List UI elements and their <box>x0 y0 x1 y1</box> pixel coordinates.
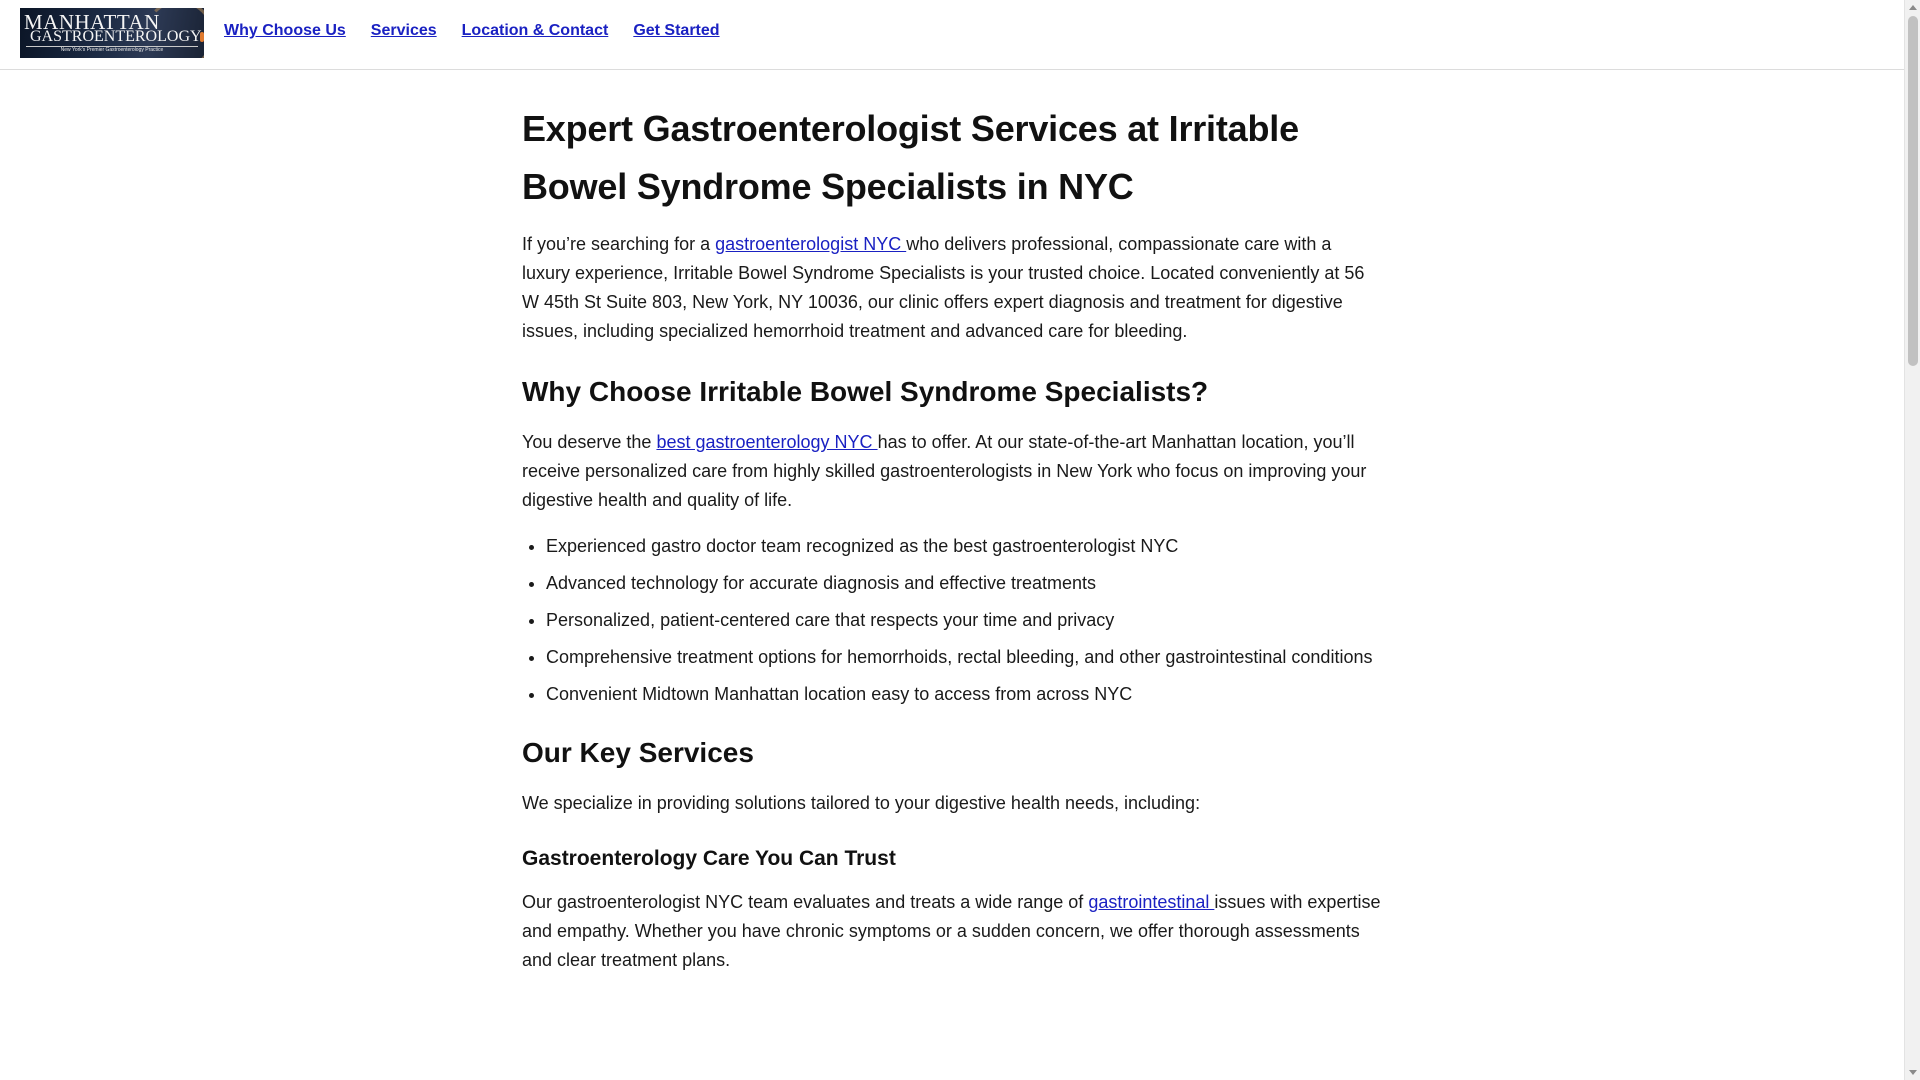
best-gastroenterology-link[interactable]: best gastroenterology NYC <box>656 432 878 452</box>
site-header <box>0 0 1904 70</box>
list-item: • Experienced gastro doctor team recognized as the best gastroenterologist NYC <box>546 534 1384 559</box>
main-nav <box>224 22 745 40</box>
list-item: • Advanced technology for accurate diagnosis and effective treatments <box>546 571 1384 596</box>
intro-text-before: If you’re searching for a <box>522 234 716 254</box>
nav-get-started[interactable]: Get Started <box>633 22 720 39</box>
care-paragraph <box>522 888 1384 975</box>
scrollbar-thumb[interactable] <box>1908 16 1918 366</box>
nav-location-contact[interactable]: Location & Contact <box>461 22 609 39</box>
gastroenterologist-nyc-link[interactable]: gastroenterologist NYC <box>715 234 907 254</box>
care-trust-heading: Gastroenterology Care You Can Trust <box>522 847 896 870</box>
intro-text-after: who delivers professional, compassionate care with a luxury experience, Irritable Bowel Syndrome Specialists is your trusted choice. Located conveniently at 56 W 45th St Suite 803, New York, NY 10036, our clinic offers expert diagnosis and treatment for digestive issues, including specialized hemorrhoid treatment and advanced care for bleeding. <box>522 234 1365 341</box>
logo-line2: GASTROENTEROLOGY <box>30 28 202 45</box>
main-content <box>522 70 1384 975</box>
why-benefits-list <box>522 534 1384 707</box>
intro-paragraph <box>522 230 1384 346</box>
why-text-after: has to offer. At our state-of-the-art Manhattan location, you’ll receive personalized care from highly skilled gastroenterologists in New York who focus on improving your digestive health and quality of life. <box>522 432 1367 510</box>
services-intro: We specialize in providing solutions tailored to your digestive health needs, including: <box>522 793 1201 813</box>
list-item: • Personalized, patient-centered care that respects your time and privacy <box>546 608 1384 633</box>
site-logo[interactable] <box>20 8 204 58</box>
vertical-scrollbar[interactable] <box>1904 0 1920 1080</box>
logo-line1: MANHATTAN <box>24 10 160 34</box>
key-services-heading: Our Key Services <box>522 737 754 768</box>
why-text-before: You deserve the <box>522 432 657 452</box>
list-item: • Convenient Midtown Manhattan location easy to access from across NYC <box>546 682 1384 707</box>
care-text-after: issues with expertise and empathy. Whether you have chronic symptoms or a sudden concern, we offer thorough assessments and clear treatment plans. <box>522 892 1381 970</box>
care-text-before: Our gastroenterologist NYC team evaluates and treats a wide range of <box>522 892 1089 912</box>
why-choose-heading: Why Choose Irritable Bowel Syndrome Specialists? <box>522 376 1209 407</box>
list-item: • Comprehensive treatment options for hemorrhoids, rectal bleeding, and other gastrointestinal conditions <box>546 645 1384 670</box>
why-paragraph <box>522 428 1384 515</box>
gastrointestinal-link[interactable]: gastrointestinal <box>1088 892 1215 912</box>
nav-services[interactable]: Services <box>370 22 437 39</box>
scroll-up-arrow-icon[interactable] <box>1909 5 1917 10</box>
nav-why-choose-us[interactable]: Why Choose Us <box>224 22 346 39</box>
page-title: Expert Gastroenterologist Services at Irritable Bowel Syndrome Specialists in NYC <box>522 108 1299 207</box>
scroll-down-arrow-icon[interactable] <box>1909 1070 1917 1075</box>
logo-tagline: New York's Premier Gastroenterology Practice <box>60 47 164 53</box>
